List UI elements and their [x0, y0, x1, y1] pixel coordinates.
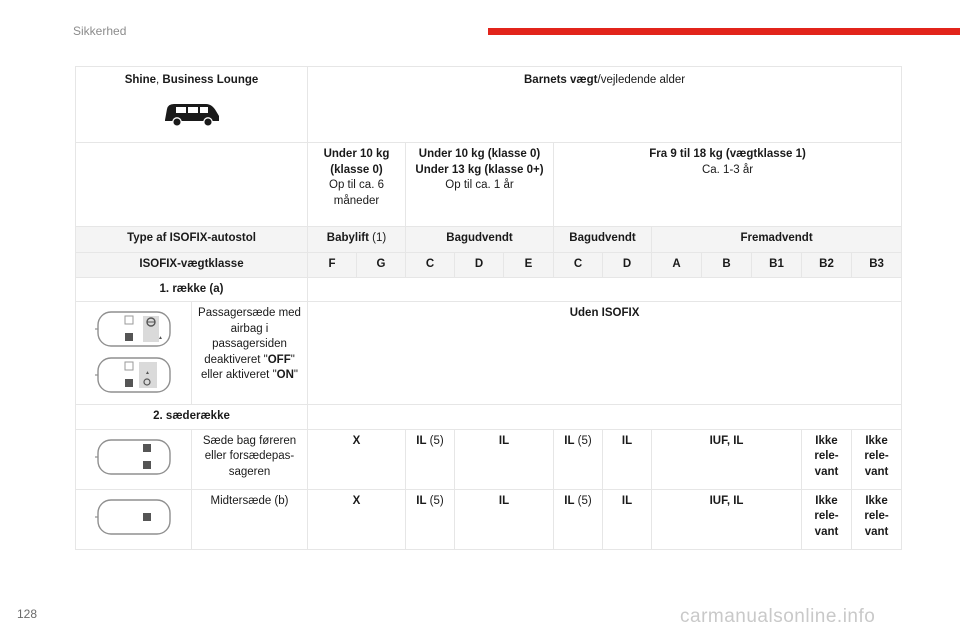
type-rearward-2: Bagudvendt [554, 227, 652, 253]
behind-c2: IL [564, 434, 575, 447]
type-babylift: Babylift [326, 232, 369, 244]
car-diagram-rear-side-icon [95, 436, 173, 478]
class-g: G [357, 253, 406, 278]
group1-weight: Fra 9 til 18 kg (vægtklasse 1) [649, 148, 806, 160]
behind-b3: Ikke rele-vant [852, 429, 902, 489]
class-label: ISOFIX-vægtklasse [76, 253, 308, 278]
isofix-table [75, 66, 902, 550]
behind-c-cell [406, 429, 455, 489]
weight-title-bold: Barnets vægt [524, 74, 598, 86]
middle-b2: Ikke rele-vant [802, 489, 852, 549]
weight-title-rest: /vejledende alder [597, 74, 686, 86]
behind-c2-note: (5) [574, 434, 592, 447]
group-empty-cell [76, 143, 308, 227]
passenger-text-3: " [293, 369, 298, 382]
row1-empty [308, 277, 902, 302]
van-icon [162, 99, 222, 129]
group0-b-weight-2: Under 13 kg (klasse 0+) [415, 163, 544, 176]
weight-title-cell [308, 67, 902, 143]
group1-age: Ca. 1-3 år [701, 163, 754, 176]
row2-label: 2. sæderække [76, 405, 308, 430]
type-babylift-cell [308, 227, 406, 253]
class-d-2: D [603, 253, 652, 278]
page-number: 128 [17, 607, 38, 621]
watermark: carmanualsonline.info [680, 606, 876, 627]
row2-empty [308, 405, 902, 430]
class-c: C [406, 253, 455, 278]
group1-cell [554, 143, 902, 227]
middle-c2-cell [554, 489, 603, 549]
middle-c2: IL [564, 494, 575, 507]
class-e: E [504, 253, 554, 278]
middle-f-g: X [308, 489, 406, 549]
type-label: Type af ISOFIX-autostol [76, 227, 308, 253]
class-d: D [455, 253, 504, 278]
rear-side-diagram-cell [76, 429, 192, 489]
group0-a-cell [308, 143, 406, 227]
behind-c2-cell [554, 429, 603, 489]
svg-text:▲: ▲ [157, 335, 163, 342]
model-cell [76, 67, 308, 143]
class-f: F [308, 253, 357, 278]
middle-d2: IL [603, 489, 652, 549]
type-rearward-1: Bagudvendt [406, 227, 554, 253]
passenger-text-2: " eller aktiveret " [200, 353, 295, 382]
middle-c: IL [416, 494, 427, 507]
class-b1: B1 [752, 253, 802, 278]
passenger-on: ON [276, 369, 294, 382]
behind-d-e: IL [455, 429, 554, 489]
middle-c-cell [406, 489, 455, 549]
class-c-2: C [554, 253, 603, 278]
car-diagram-rear-middle-icon [95, 496, 173, 538]
front-seat-diagram-cell [76, 302, 192, 405]
type-babylift-note: (1) [368, 232, 387, 244]
model-label-2: Business Lounge [162, 74, 259, 86]
section-accent-bar [488, 28, 960, 35]
class-b3: B3 [852, 253, 902, 278]
car-diagram-airbag-on-icon [95, 354, 173, 396]
class-b: B [702, 253, 752, 278]
behind-c: IL [416, 434, 427, 447]
svg-text:▲: ▲ [144, 370, 150, 377]
middle-d-e: IL [455, 489, 554, 549]
middle-a-b-b1: IUF, IL [652, 489, 802, 549]
passenger-text-1: Passagersæde med airbag i passagersiden deaktiveret " [198, 307, 301, 366]
behind-b2: Ikke rele-vant [802, 429, 852, 489]
middle-c-note: (5) [426, 494, 444, 507]
section-title: Sikkerhed [73, 24, 127, 38]
passenger-off: OFF [267, 353, 291, 366]
row1-label: 1. række (a) [76, 277, 308, 302]
passenger-seat-cell [192, 302, 308, 405]
type-forward: Fremadvendt [652, 227, 902, 253]
middle-b3: Ikke rele-vant [852, 489, 902, 549]
middle-c2-note: (5) [574, 494, 592, 507]
group0-b-cell [406, 143, 554, 227]
class-b2: B2 [802, 253, 852, 278]
class-a: A [652, 253, 702, 278]
behind-seat-label: Sæde bag føreren eller forsædepas-sageren [192, 429, 308, 489]
behind-a-b-b1: IUF, IL [652, 429, 802, 489]
group0-b-weight-1: Under 10 kg (klasse 0) [418, 148, 541, 160]
group0-b-age: Op til ca. 1 år [445, 179, 514, 192]
model-sep: , [156, 74, 163, 86]
middle-seat-label: Midtersæde (b) [192, 489, 308, 549]
behind-f-g: X [308, 429, 406, 489]
behind-c-note: (5) [426, 434, 444, 447]
behind-d2: IL [603, 429, 652, 489]
group0-a-age: Op til ca. 6 måneder [329, 179, 384, 207]
group0-a-weight: Under 10 kg (klasse 0) [323, 148, 390, 176]
model-label: Shine [124, 74, 157, 86]
no-isofix-cell: Uden ISOFIX [308, 302, 902, 405]
rear-middle-diagram-cell [76, 489, 192, 549]
car-diagram-airbag-off-icon [95, 308, 173, 350]
